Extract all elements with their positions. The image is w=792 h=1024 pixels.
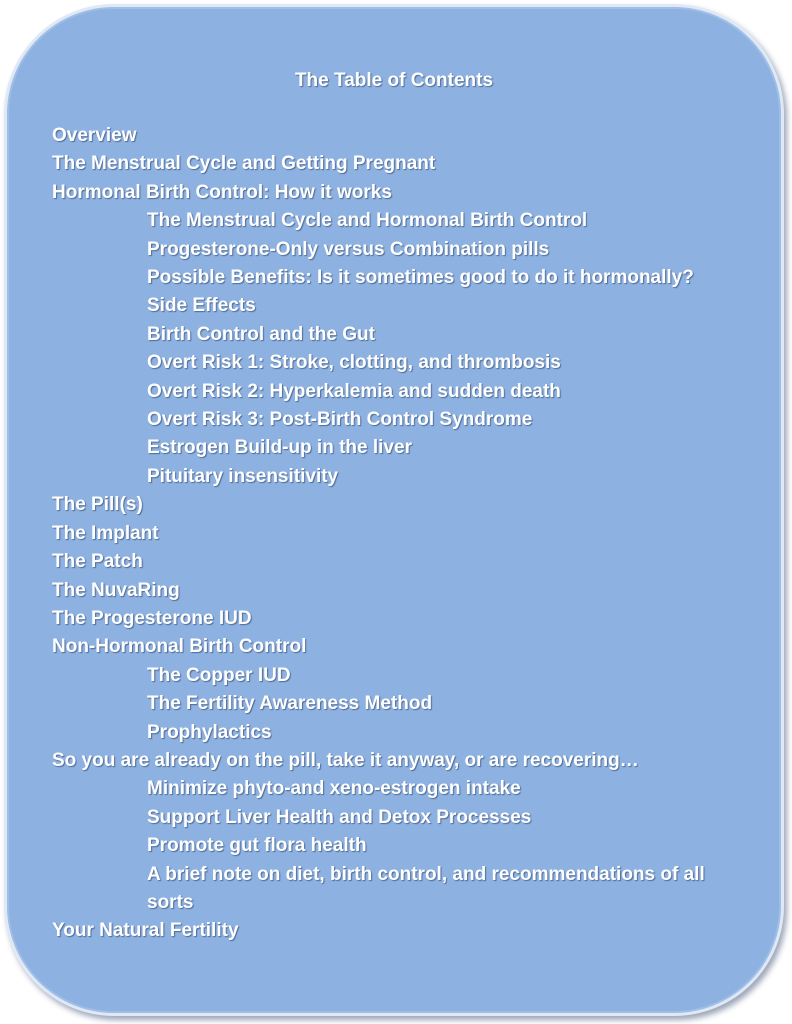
- toc-item-hormonal-birth-control: Hormonal Birth Control: How it works: [52, 181, 392, 203]
- toc-item-the-nuvaring: The NuvaRing: [52, 579, 180, 601]
- toc-subitem-birth-control-gut: Birth Control and the Gut: [147, 323, 375, 345]
- toc-item-overview: Overview: [52, 125, 137, 146]
- toc-subitem-pituitary-insensitivity: Pituitary insensitivity: [147, 465, 339, 487]
- toc-item-progesterone-iud: The Progesterone IUD: [52, 607, 252, 629]
- toc-item-the-implant: The Implant: [52, 522, 159, 544]
- toc-subitem-copper-iud: The Copper IUD: [147, 664, 291, 686]
- toc-subitem-progesterone-vs-combination: Progesterone-Only versus Combination pills: [147, 238, 550, 260]
- toc-item-non-hormonal-birth-control: Non-Hormonal Birth Control: [52, 636, 307, 658]
- toc-item-already-on-pill: So you are already on the pill, take it anyway, or are recovering…: [52, 749, 639, 771]
- toc-subitem-overt-risk-3: Overt Risk 3: Post-Birth Control Syndrome: [147, 409, 533, 431]
- toc-subitem-overt-risk-2: Overt Risk 2: Hyperkalemia and sudden death: [147, 380, 561, 402]
- toc-subitem-liver-health: Support Liver Health and Detox Processes: [147, 806, 532, 828]
- toc-subitem-overt-risk-1: Overt Risk 1: Stroke, clotting, and thrombosis: [147, 352, 561, 374]
- toc-subitem-brief-note-diet: A brief note on diet, birth control, and recommendations of all sorts: [147, 863, 705, 913]
- table-of-contents-card: [4, 4, 784, 1016]
- toc-subitem-fertility-awareness: The Fertility Awareness Method: [147, 693, 433, 715]
- toc-item-the-pills: The Pill(s): [52, 494, 143, 516]
- toc-subitem-possible-benefits: Possible Benefits: Is it sometimes good to do it hormonally?: [147, 267, 694, 289]
- toc-subitem-gut-flora: Promote gut flora health: [147, 835, 367, 857]
- toc-title: The Table of Contents: [294, 70, 494, 91]
- toc-subitem-menstrual-cycle-hormonal: The Menstrual Cycle and Hormonal Birth Control: [147, 210, 588, 232]
- toc-item-menstrual-cycle-pregnant: The Menstrual Cycle and Getting Pregnant: [52, 153, 436, 175]
- toc-subitem-estrogen-buildup: Estrogen Build-up in the liver: [147, 437, 412, 459]
- toc-item-natural-fertility: Your Natural Fertility: [52, 920, 239, 942]
- toc-subitem-side-effects: Side Effects: [147, 295, 256, 317]
- toc-list: [52, 122, 751, 946]
- toc-subitem-prophylactics: Prophylactics: [147, 721, 272, 743]
- toc-subitem-minimize-estrogen-intake: Minimize phyto-and xeno-estrogen intake: [147, 778, 521, 800]
- toc-item-the-patch: The Patch: [52, 551, 143, 573]
